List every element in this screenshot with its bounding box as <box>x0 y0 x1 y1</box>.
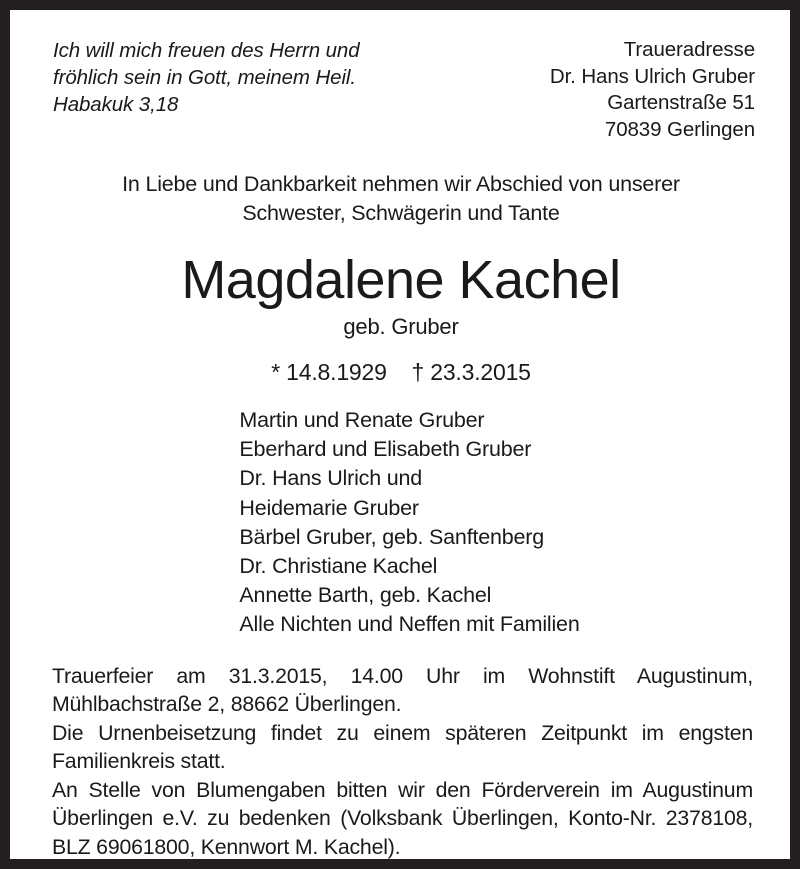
list-item: Bärbel Gruber, geb. Sanftenberg <box>239 524 544 549</box>
life-dates: * 14.8.1929 † 23.3.2015 <box>271 359 531 385</box>
list-item: Annette Barth, geb. Kachel <box>239 583 492 608</box>
list-item: Alle Nichten und Neffen mit Familien <box>239 612 580 637</box>
list-item: Heidemarie Gruber <box>239 495 419 520</box>
list-item: Martin und Renate Gruber <box>239 408 485 432</box>
ceremony-paragraph: Trauerfeier am 31.3.2015, 14.00 Uhr im Wohnstift Augustinum, Mühlbachstraße 2, 88662 Überlingen. <box>52 663 753 717</box>
introduction-line-1: In Liebe und Dankbarkeit nehmen wir Abschied von unserer <box>122 172 680 196</box>
deceased-block <box>45 250 757 386</box>
address-street: Gartenstraße 51 <box>607 91 755 114</box>
quote-line-2: fröhlich sein in Gott, meinem Heil. <box>53 66 356 89</box>
obituary-notice-body <box>10 10 790 859</box>
introduction-line-2: Schwester, Schwägerin und Tante <box>242 201 560 225</box>
bible-quote <box>45 36 360 118</box>
address-city: 70839 Gerlingen <box>604 117 755 141</box>
interment-paragraph: Die Urnenbeisetzung findet zu einem späteren Zeitpunkt im engsten Familienkreis statt. <box>52 720 753 774</box>
deceased-maiden-name: geb. Gruber <box>343 314 459 339</box>
list-item: Eberhard und Elisabeth Gruber <box>239 437 532 462</box>
introduction-text <box>45 170 757 228</box>
address-label: Traueradresse <box>623 38 755 61</box>
mourning-address <box>550 36 757 143</box>
address-name: Dr. Hans Ulrich Gruber <box>549 64 755 88</box>
quote-source: Habakuk 3,18 <box>53 93 179 116</box>
service-details-section <box>45 662 757 862</box>
survivors-section <box>45 406 757 640</box>
list-item: Dr. Hans Ulrich und <box>239 466 423 491</box>
header-row <box>45 36 757 143</box>
survivors-list <box>239 406 579 640</box>
donation-paragraph: An Stelle von Blumengaben bitten wir den Förderverein im Augustinum Überlingen e.V. zu bedenken (Volksbank Überlingen, Konto-Nr. 2378108, BLZ 69061800, Kennwort M. Kachel). <box>52 777 753 859</box>
quote-line-1: Ich will mich freuen des Herrn und <box>53 39 360 62</box>
list-item: Dr. Christiane Kachel <box>239 554 438 579</box>
deceased-name: Magdalene Kachel <box>181 250 621 310</box>
